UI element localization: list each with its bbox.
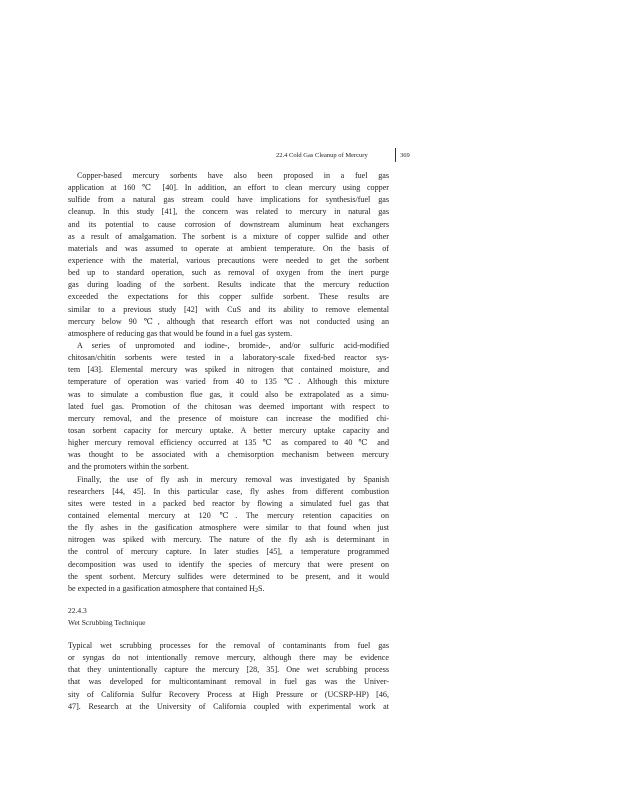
- text-line: that they unintentionally capture the mercury [28, 35]. One wet scrubbing process: [68, 665, 389, 675]
- text-line: similar to a previous study [42] with CuS and its ability to remove elemental: [68, 304, 389, 314]
- text-line: exceeded the expectations for this copper sulfide sorbent. These results are: [68, 292, 389, 302]
- page-number: 369: [400, 152, 410, 159]
- subscript: 2: [254, 587, 258, 594]
- text-line: the spent sorbent. Mercury sulfides were determined to be present, and it would: [68, 571, 389, 581]
- text-line-formula: [68, 583, 389, 595]
- text-line: tem [43]. Elemental mercury was spiked in nitrogen that contained moisture, and: [68, 365, 389, 375]
- section-body-text: [68, 640, 389, 713]
- text-line: and its potential to cause corrosion of downstream aluminum heat exchangers: [68, 219, 389, 229]
- text-line: materials and was assumed to operate at ambient temperature. On the basis of: [68, 243, 389, 253]
- section-heading: [68, 605, 145, 629]
- body-text: [68, 170, 389, 595]
- formula-text: be expected in a gasification atmosphere that contained H: [68, 583, 255, 593]
- text-line: researchers [44, 45]. In this particular case, fly ashes from different combustion: [68, 486, 389, 496]
- text-line: gas during loading of the sorbent. Results indicate that the mercury reduction: [68, 280, 389, 290]
- text-line: as a result of amalgamation. The sorbent is a mixture of copper sulfide and other: [68, 231, 389, 241]
- text-line: nitrogen was spiked with mercury. The nature of the fly ash is determinant in: [68, 535, 389, 545]
- text-line: mercury below 90 ℃, although that research effort was not conducted using an: [68, 316, 389, 326]
- text-line: A series of unpromoted and iodine-, bromide-, and/or sulfuric acid-modified: [77, 340, 389, 350]
- header-divider: [395, 148, 396, 162]
- text-line: atmosphere of reducing gas that would be found in a fuel gas system.: [68, 328, 293, 338]
- text-line: that was developed for multicontaminant removal in fuel gas was the Univer-: [68, 677, 389, 687]
- text-line: lated fuel gas. Promotion of the chitosan was deemed important with respect to: [68, 401, 389, 411]
- running-title: 22.4 Cold Gas Cleanup of Mercury: [276, 152, 368, 159]
- text-line: chitosan/chitin sorbents were tested in a laboratory-scale fixed-bed reactor sys-: [68, 353, 389, 363]
- text-line: bed up to standard operation, such as removal of oxygen from the inert purge: [68, 268, 389, 278]
- text-line: and the promoters within the sorbent.: [68, 462, 189, 472]
- text-line: cleanup. In this study [41], the concern was related to mercury in natural gas: [68, 207, 389, 217]
- text-line: decomposition was used to identify the species of mercury that were present on: [68, 559, 389, 569]
- text-line: sulfide from a natural gas stream could have implications for synthesis/fuel gas: [68, 195, 389, 205]
- formula-tail: S.: [257, 583, 265, 593]
- text-line: sites were tested in a packed bed reactor by flowing a simulated fuel gas that: [68, 498, 389, 508]
- text-line: contained elemental mercury at 120 ℃. The mercury retention capacities on: [68, 510, 389, 520]
- section-title: Wet Scrubbing Technique: [68, 618, 146, 627]
- text-line: experience with the material, various precautions were needed to get the sorbent: [68, 255, 389, 265]
- text-line: or syngas do not intentionally remove mercury, although there may be evidence: [68, 653, 389, 663]
- text-line: the control of mercury capture. In later studies [45], a temperature programmed: [68, 547, 389, 557]
- text-line: was thought to be associated with a chemisorption mechanism between mercury: [68, 450, 389, 460]
- text-line: higher mercury removal efficiency occurred at 135 ℃ as compared to 40 ℃ and: [68, 438, 389, 448]
- text-line: temperature of operation was varied from 40 to 135 ℃. Although this mixture: [68, 377, 389, 387]
- text-line: Finally, the use of fly ash in mercury removal was investigated by Spanish: [77, 474, 389, 484]
- text-line: mercury removal, and the presence of moisture can increase the modified chi-: [68, 413, 389, 423]
- text-line: sity of California Sulfur Recovery Process at High Pressure or (UCSRP-HP) [46,: [68, 689, 389, 699]
- text-line: the fly ashes in the gasification atmosphere were similar to that found when just: [68, 523, 389, 533]
- text-line: tosan sorbent capacity for mercury uptake. A better mercury uptake capacity and: [68, 425, 389, 435]
- text-line: Copper-based mercury sorbents have also been proposed in a fuel gas: [77, 171, 389, 180]
- text-line: application at 160 ℃ [40]. In addition, an effort to clean mercury using copper: [68, 183, 389, 193]
- section-number: 22.4.3: [68, 606, 87, 615]
- text-line: Typical wet scrubbing processes for the removal of contaminants from fuel gas: [68, 641, 389, 650]
- text-line: 47]. Research at the University of California coupled with experimental work at: [68, 701, 389, 711]
- text-line: was to simulate a combustion flue gas, it could also be extrapolated as a simu-: [68, 389, 389, 399]
